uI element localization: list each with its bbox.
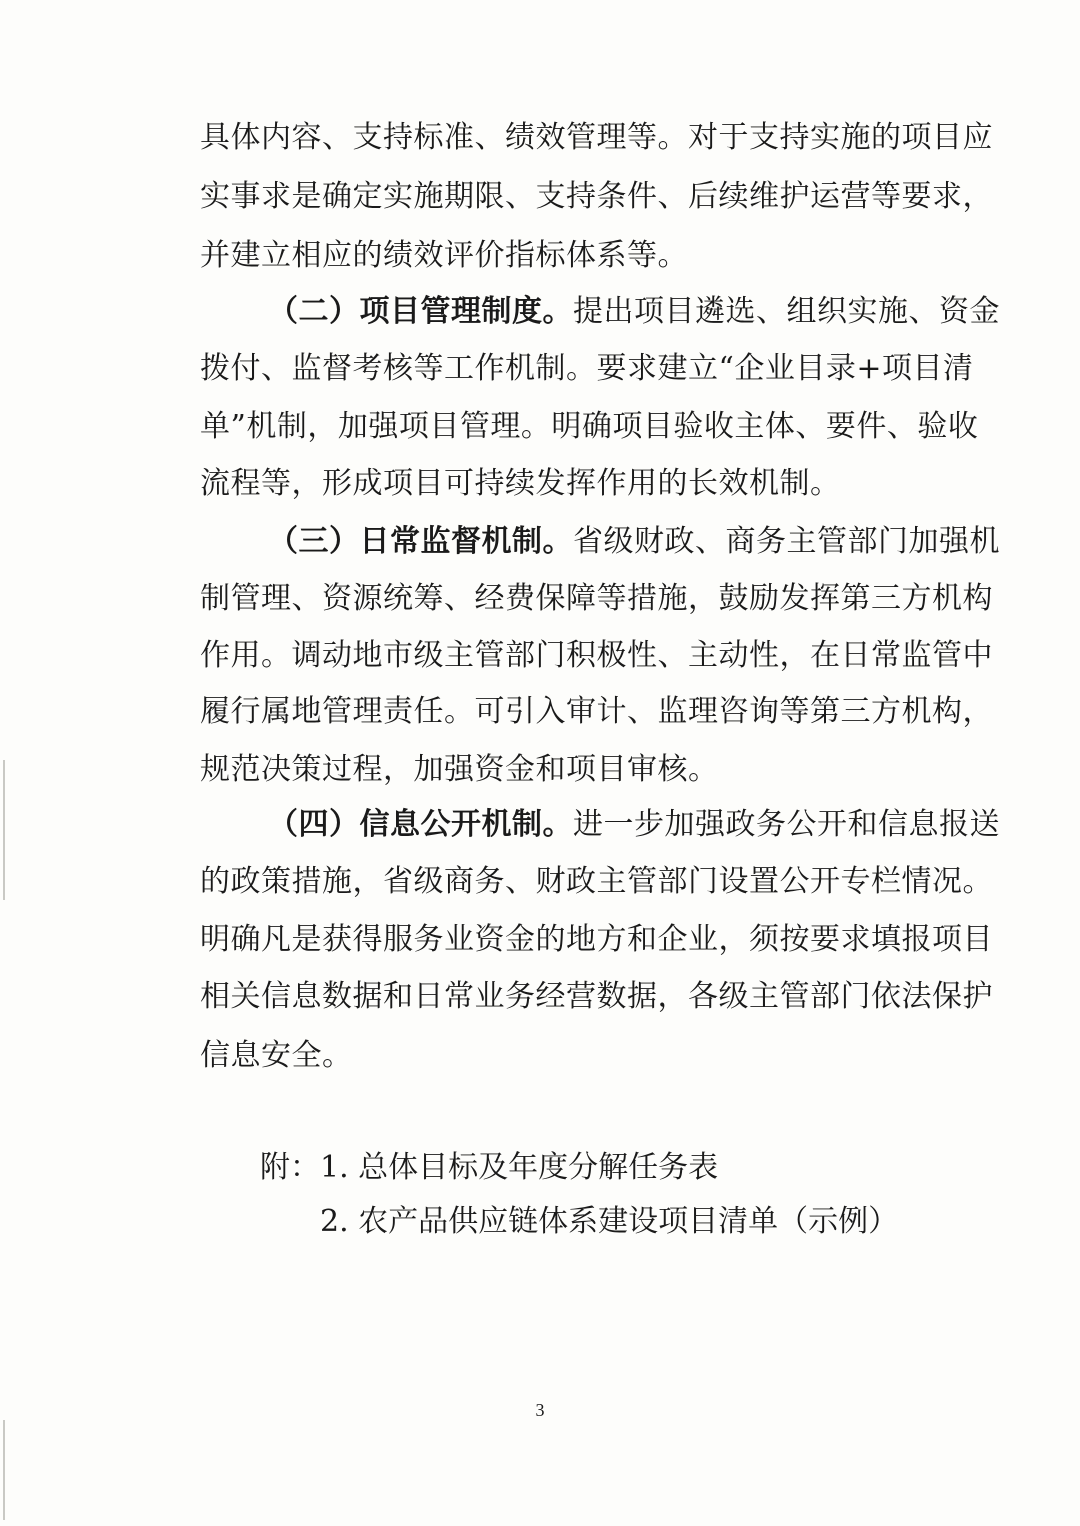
paragraph-line: 作用。调动地市级主管部门积极性、主动性，在日常监管中 — [200, 638, 993, 673]
paragraph-line: 履行属地管理责任。可引入审计、监理咨询等第三方机构， — [200, 694, 993, 729]
paragraph-line: 具体内容、支持标准、绩效管理等。对于支持实施的项目应 — [200, 120, 993, 155]
paragraph-line: 实事求是确定实施期限、支持条件、后续维护运营等要求， — [200, 179, 993, 214]
attachment-item: 1. 总体目标及年度分解任务表 — [320, 1150, 719, 1185]
paragraph-line: 信息安全。 — [200, 1038, 353, 1073]
section-4-text: 进一步加强政务公开和信息报送 — [573, 807, 1000, 842]
paragraph-line: 明确凡是获得服务业资金的地方和企业，须按要求填报项目 — [200, 922, 993, 957]
section-4-first-line — [268, 805, 1000, 845]
scan-edge-mark — [3, 1420, 5, 1520]
section-2-heading: （二）项目管理制度。 — [268, 294, 573, 329]
paragraph-line: 相关信息数据和日常业务经营数据，各级主管部门依法保护 — [200, 979, 993, 1014]
paragraph-line: 的政策措施，省级商务、财政主管部门设置公开专栏情况。 — [200, 864, 993, 899]
section-3-text: 省级财政、商务主管部门加强机 — [573, 524, 1000, 559]
paragraph-line: 拨付、监督考核等工作机制。要求建立“企业目录+项目清 — [200, 351, 974, 386]
section-2-text: 提出项目遴选、组织实施、资金 — [573, 294, 1000, 329]
paragraph-line: 制管理、资源统筹、经费保障等措施，鼓励发挥第三方机构 — [200, 581, 993, 616]
section-2-first-line — [268, 292, 1000, 332]
section-3-heading: （三）日常监督机制。 — [268, 524, 573, 559]
scan-edge-mark — [3, 760, 5, 900]
section-3-first-line — [268, 522, 1000, 562]
page-number: 3 — [535, 1400, 545, 1420]
paragraph-line: 规范决策过程，加强资金和项目审核。 — [200, 752, 719, 787]
paragraph-line: 流程等，形成项目可持续发挥作用的长效机制。 — [200, 466, 841, 501]
attachment-label: 附： — [260, 1150, 320, 1185]
paragraph-line: 并建立相应的绩效评价指标体系等。 — [200, 238, 688, 273]
section-4-heading: （四）信息公开机制。 — [268, 807, 573, 842]
attachment-item: 2. 农产品供应链体系建设项目清单（示例） — [320, 1204, 899, 1239]
paragraph-line: 单”机制，加强项目管理。明确项目验收主体、要件、验收 — [200, 409, 979, 444]
